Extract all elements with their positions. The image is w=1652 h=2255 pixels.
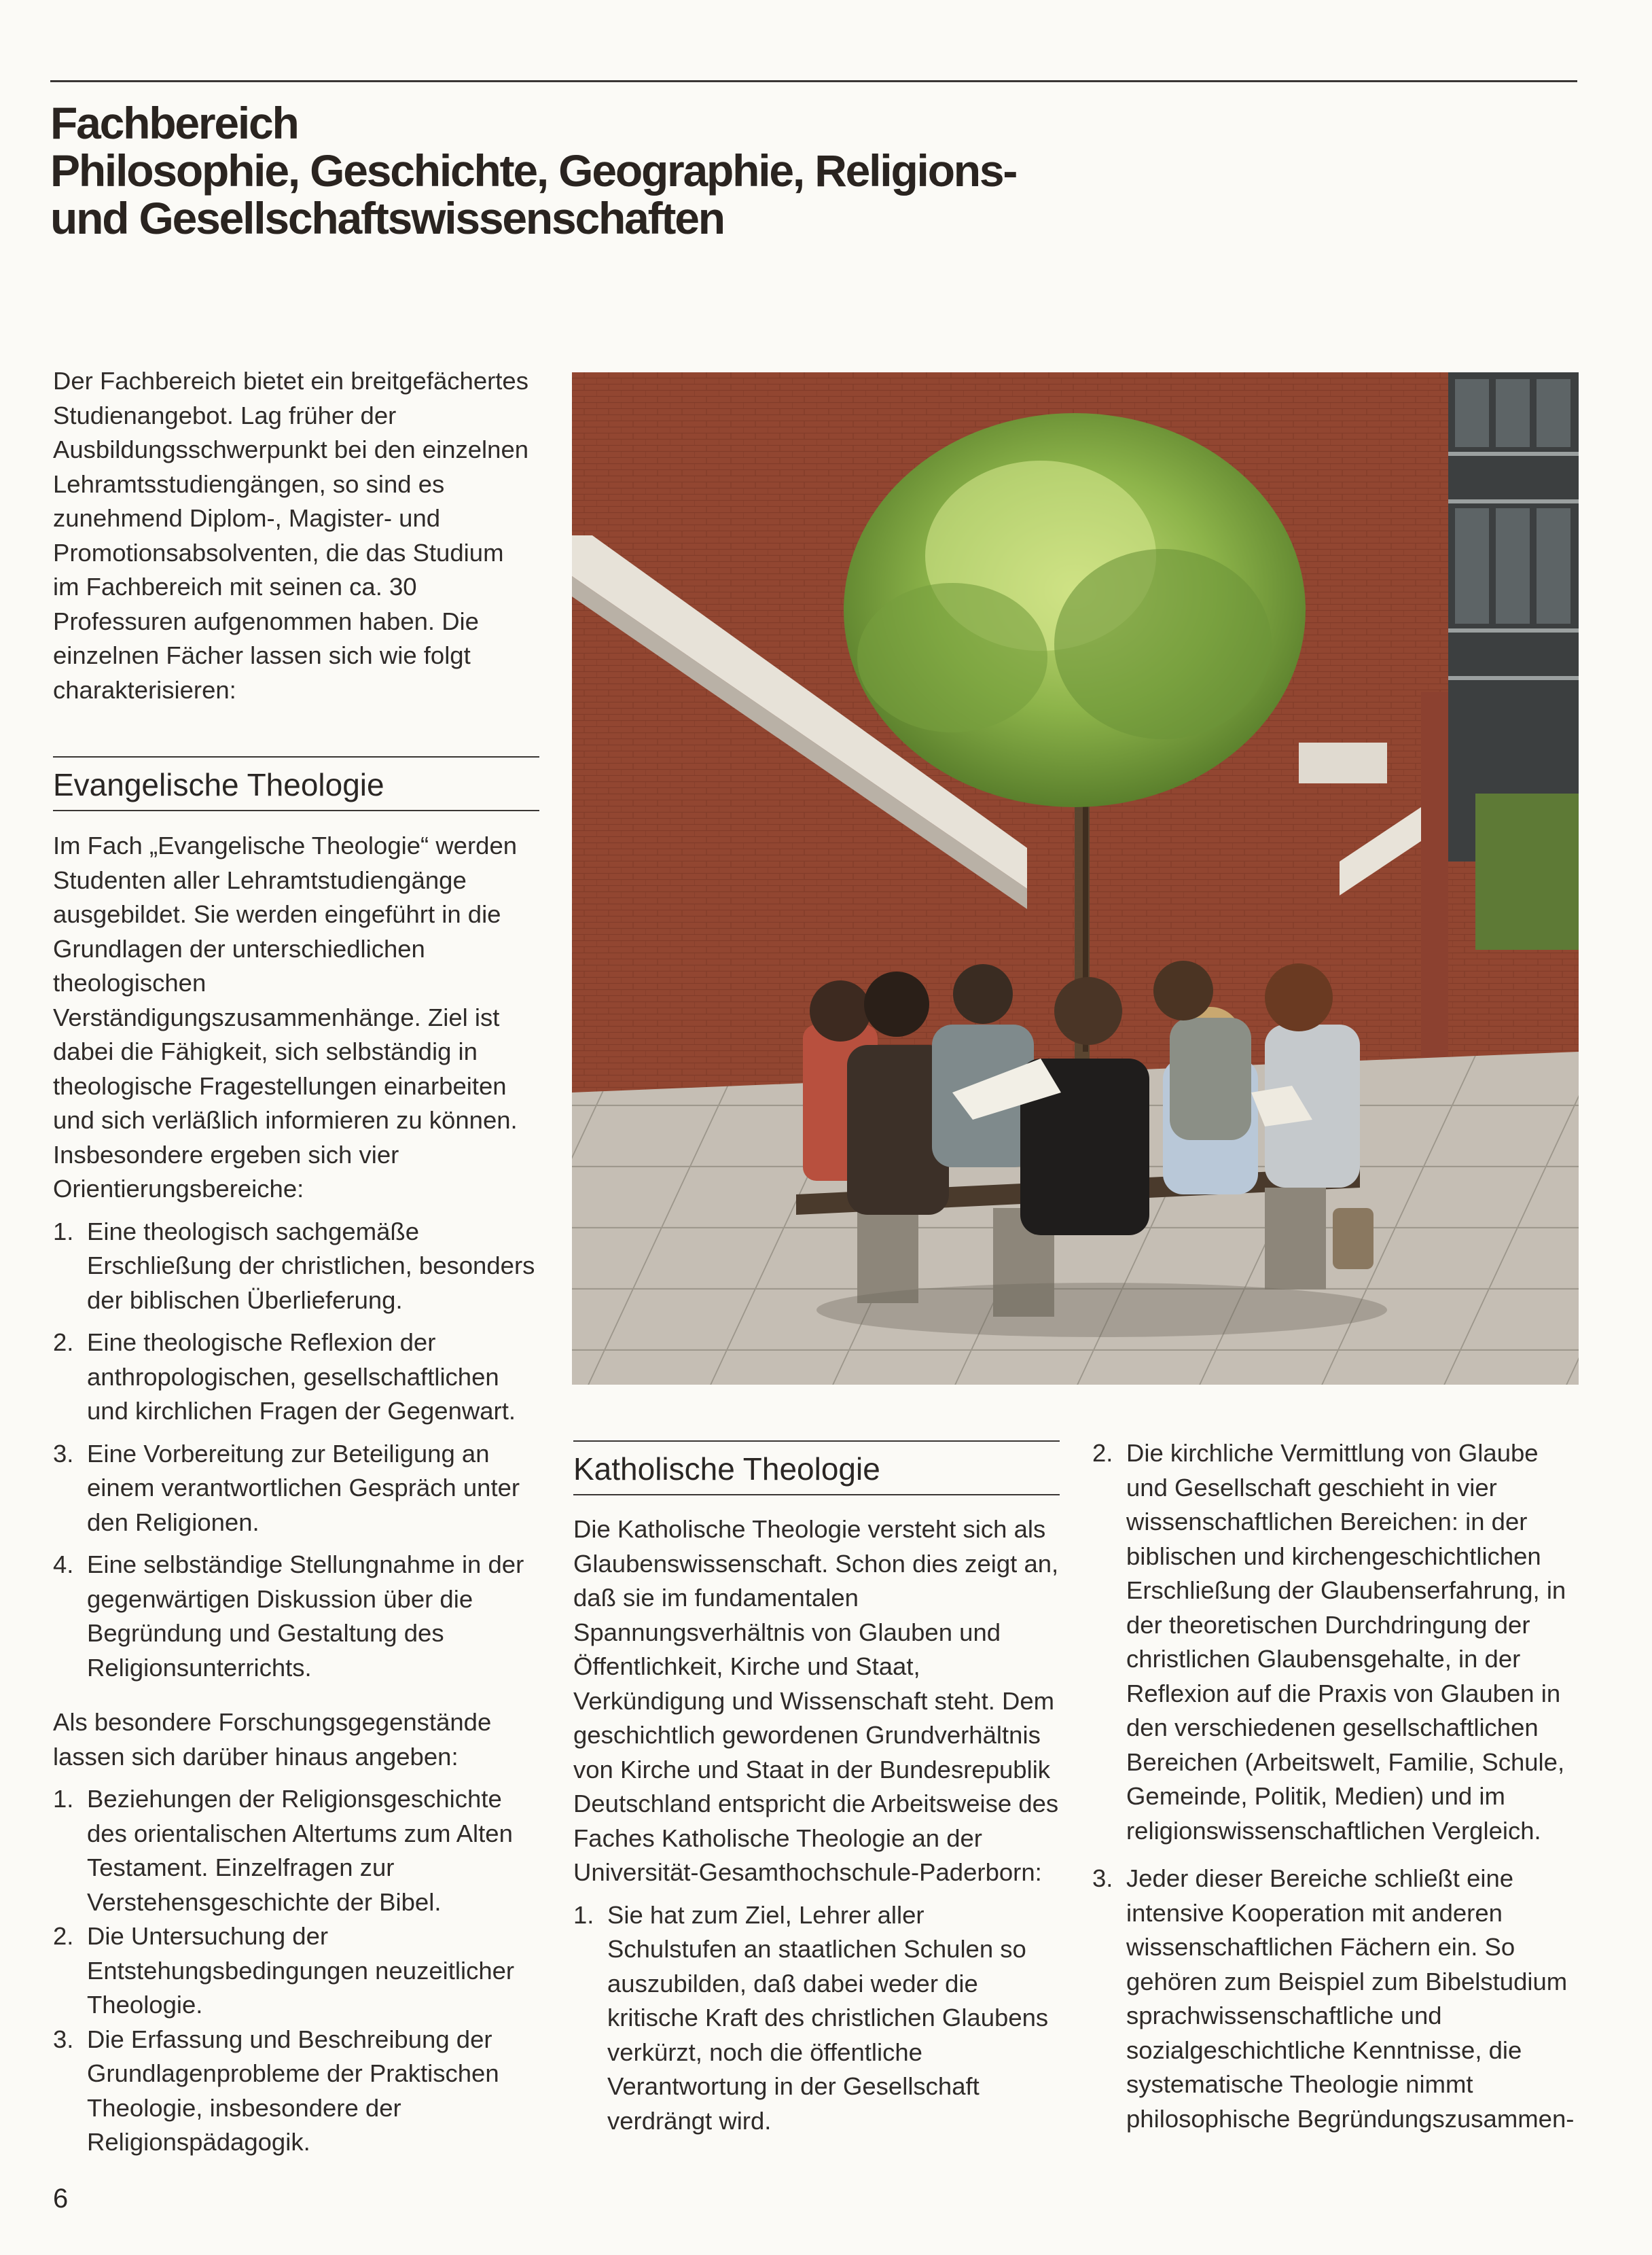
list-text: Eine theologische Reflexion der anthropologischen, gesellschaftlichen und kirchlichen Fragen der Gegenwart. [87, 1328, 516, 1425]
list-item [1092, 1862, 1579, 2136]
list-text: Die Erfassung und Beschreibung der Grundlagenprobleme der Praktischen Theologie, insbesondere der Religionspädagogik. [87, 2025, 499, 2156]
list-text: Eine Vorbereitung zur Beteiligung an einem verantwortlichen Gespräch unter den Religionen. [87, 1439, 520, 1536]
list-number: 2. [53, 1328, 74, 1356]
katholisch-body [573, 1512, 1060, 2138]
section-rule-bottom [53, 810, 539, 811]
list-number: 3. [1092, 1864, 1113, 1892]
katholisch-body-continued [1092, 1436, 1579, 2136]
list-text: Beziehungen der Religionsgeschichte des orientalischen Altertums zum Alten Testament. Einzelfragen zur Verstehensgeschichte der Bibel. [87, 1785, 513, 1916]
title-line-3: und Gesellschaftswissenschaften [50, 193, 724, 243]
section-heading-evangelisch: Evangelische Theologie [53, 767, 384, 802]
page-title [50, 99, 1205, 242]
list-text: Die kirchliche Vermittlung von Glaube und Gesellschaft geschieht in vier wissenschaftlichen Bereichen: in der biblischen und kirchengeschichtlichen Erschließung der Glaubenserfahrung, in der theoretischen Durchdringung der christlichen Glaubensgehalte, in der Reflexion auf die Praxis von Glauben in den verschiedenen gesellschaftlichen Bereichen (Arbeitswelt, Familie, Schule, Gemeinde, Politik, Medien) und im religionswissenschaftlichen Vergleich. [1126, 1439, 1566, 1845]
section-rule-bottom [573, 1494, 1060, 1495]
list-number: 4. [53, 1550, 74, 1578]
list-text: Die Untersuchung der Entstehungsbedingungen neuzeitlicher Theologie. [87, 1922, 515, 2019]
katholisch-list-continued [1092, 1436, 1579, 2136]
list-item [53, 1215, 539, 1318]
list-number: 3. [53, 1439, 74, 1468]
list-text: Eine theologisch sachgemäße Erschließung der christlichen, besonders der biblischen Überlieferung. [87, 1217, 535, 1314]
title-line-1: Fachbereich [50, 98, 298, 148]
list-number: 3. [53, 2025, 74, 2053]
list-number: 2. [1092, 1439, 1113, 1467]
campus-photo [572, 372, 1579, 1385]
page-number: 6 [53, 2184, 69, 2214]
list-item [53, 1548, 539, 1685]
list-number: 1. [53, 1785, 74, 1813]
section-rule-top [53, 756, 539, 758]
orientation-list [53, 1215, 539, 1686]
research-intro: Als besondere Forschungsgegenstände lassen sich darüber hinaus angeben: [53, 1708, 492, 1771]
list-number: 1. [573, 1900, 594, 1929]
research-list [53, 1782, 539, 2160]
list-item [1092, 1436, 1579, 1848]
list-item [53, 1919, 539, 2023]
katholisch-list [573, 1898, 1060, 2139]
list-text: Sie hat zum Ziel, Lehrer aller Schulstufen an staatlichen Schulen so auszubilden, daß dabei weder die kritische Kraft des christlichen Glaubens verkürzt, noch die öffentliche Verantwortung in der Gesellschaft verdrängt wird. [607, 1900, 1049, 2135]
list-item [53, 2023, 539, 2160]
evangelisch-paragraph: Im Fach „Evangelische Theologie“ werden Studenten aller Lehramtstudiengänge ausgebildet. Sie werden eingeführt in die Grundlagen der unterschiedlichen theologischen Verständigungszusammenhänge. Ziel ist dabei die Fähigkeit, sich selbständig in theologische Fragestellungen einarbeiten und sich verläßlich informieren zu können. Insbesondere ergeben sich vier Orientierungsbereiche: [53, 832, 518, 1203]
list-item [53, 1326, 539, 1429]
section-heading-katholisch: Katholische Theologie [573, 1451, 880, 1487]
list-text: Jeder dieser Bereiche schließt eine intensive Kooperation mit anderen wissenschaftlichen Fächern ein. So gehören zum Beispiel zum Bibelstudium sprachwissenschaftliche und sozialgeschichtliche Kenntnisse, die systematische Theologie nimmt philosophische Begründungszusammen- [1126, 1864, 1575, 2133]
katholisch-paragraph: Die Katholische Theologie versteht sich als Glaubenswissenschaft. Schon dies zeigt an, daß sie im fundamentalen Spannungsverhältnis von Glauben und Öffentlichkeit, Kirche und Staat, Verkündigung und Wissenschaft steht. Dem geschichtlich gewordenen Grundverhältnis von Kirche und Staat in der Bundesrepublik Deutschland entspricht die Arbeitsweise des Faches Katholische Theologie an der Universität-Gesamthochschule-Paderborn: [573, 1515, 1059, 1886]
title-line-2: Philosophie, Geschichte, Geographie, Religions- [50, 145, 1017, 196]
list-text: Eine selbständige Stellungnahme in der gegenwärtigen Diskussion über die Begründung und Gestaltung des Religionsunterrichts. [87, 1550, 524, 1682]
top-rule [50, 80, 1577, 82]
intro-paragraph: Der Fachbereich bietet ein breitgefächertes Studienangebot. Lag früher der Ausbildungsschwerpunkt bei den einzelnen Lehramtsstudiengängen, so sind es zunehmend Diplom-, Magister- und Promotionsabsolventen, die das Studium im Fachbereich mit seinen ca. 30 Professuren aufgenommen haben. Die einzelnen Fächer lassen sich wie folgt charakterisieren: [53, 367, 529, 704]
list-item [53, 1437, 539, 1540]
evangelisch-body [53, 829, 539, 2160]
section-rule-top [573, 1440, 1060, 1442]
list-item [53, 1782, 539, 1919]
list-item [573, 1898, 1060, 2139]
list-number: 2. [53, 1922, 74, 1950]
list-number: 1. [53, 1217, 74, 1245]
